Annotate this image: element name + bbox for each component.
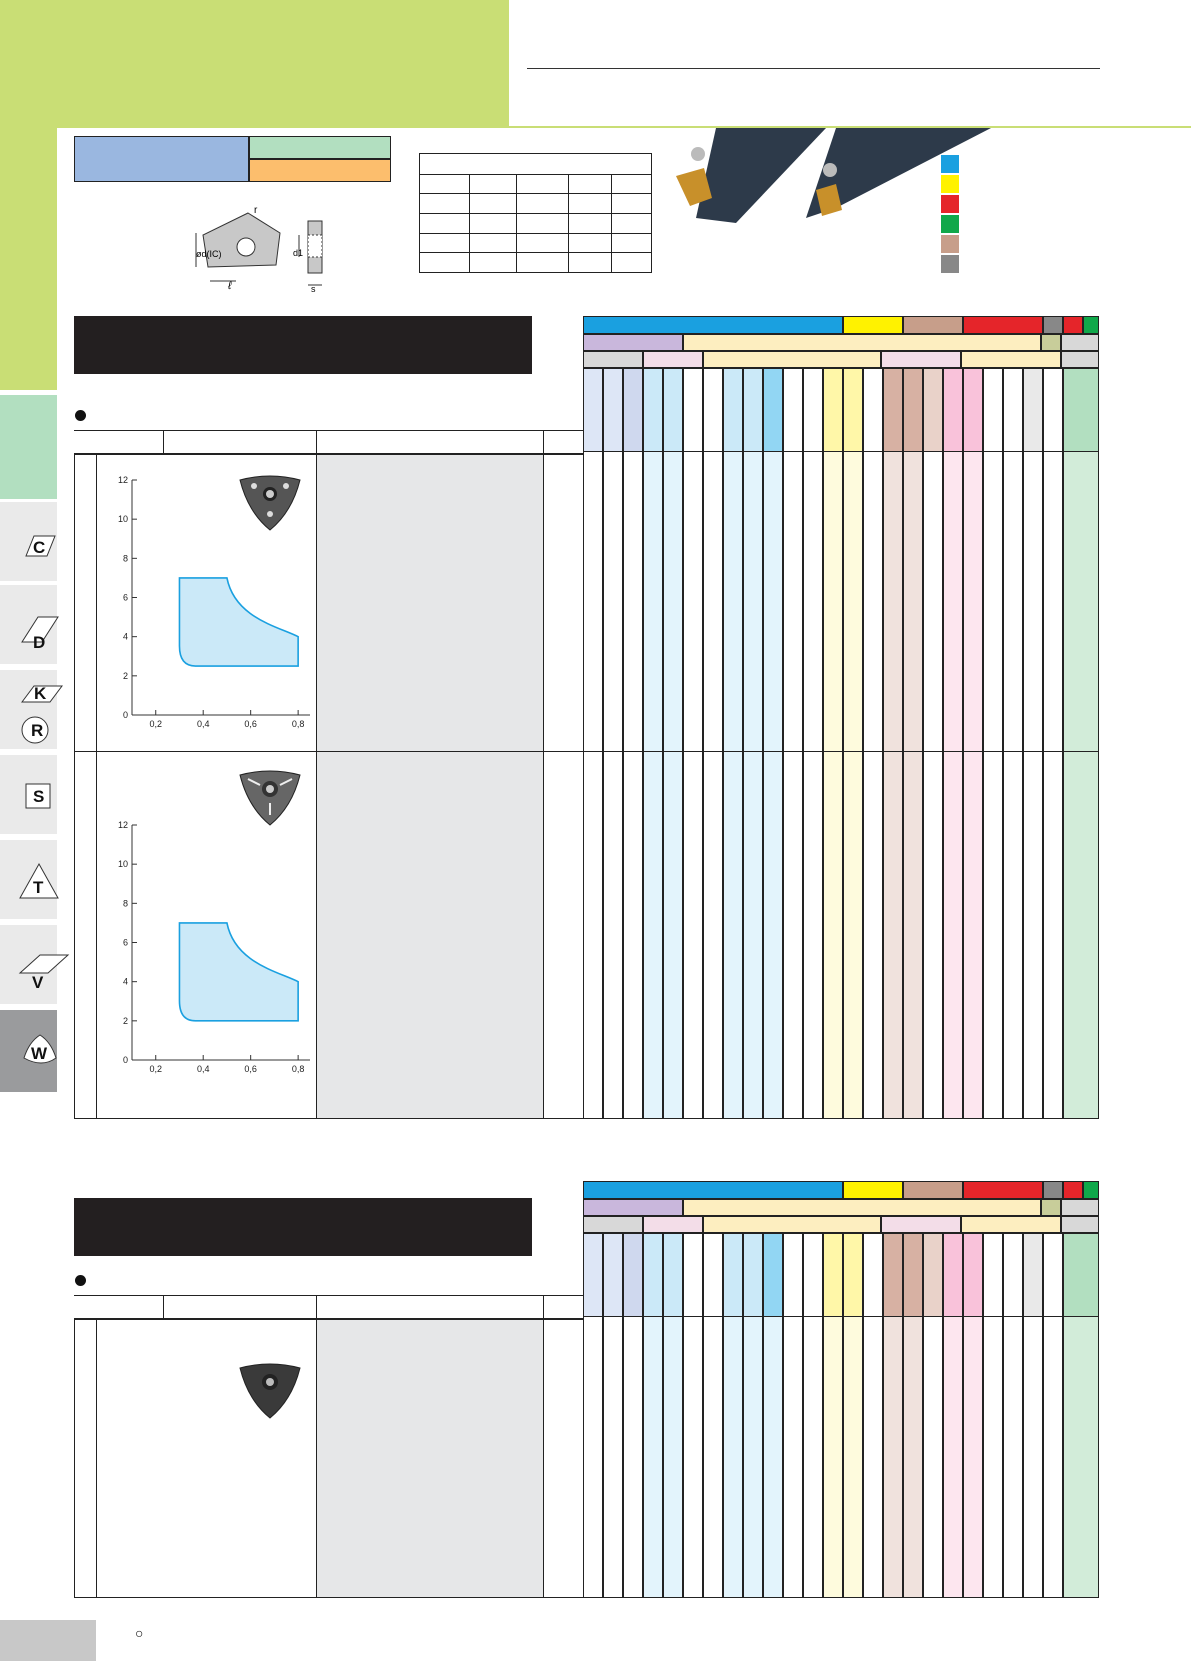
y-tick-label: 0 [122, 1055, 128, 1065]
col-divider [316, 430, 317, 454]
grade-column-header [743, 368, 763, 452]
legend-yellow [941, 175, 959, 193]
grade-column-header [963, 1233, 983, 1317]
grade-column-header [1043, 1233, 1063, 1317]
col-divider [96, 454, 97, 1119]
header-rule [527, 68, 1100, 69]
material-group-n [963, 1181, 1043, 1199]
grade-column-header [783, 1233, 803, 1317]
grade-subgroup [683, 1199, 1041, 1216]
grade-column-header [663, 1233, 683, 1317]
grade-column-cell [823, 1317, 843, 1598]
legend-grey [941, 255, 959, 273]
grade-box-orange [249, 159, 391, 182]
section-title-bar [74, 316, 532, 374]
row-divider [583, 751, 1099, 752]
grade-column-cell [703, 1317, 723, 1598]
grade-column-header [823, 1233, 843, 1317]
rhombus-icon [18, 953, 70, 975]
x-tick-label: 0,2 [149, 1064, 162, 1074]
side-tab-active-group [0, 395, 57, 499]
grade-column-cell [943, 1317, 963, 1598]
grade-subgroup [961, 1216, 1061, 1233]
y-tick-label: 8 [122, 553, 128, 564]
x-tick-label: 0,6 [244, 719, 257, 729]
side-tab-d[interactable] [0, 585, 57, 667]
grade-subgroup [583, 1199, 683, 1216]
material-group-h1 [1063, 316, 1083, 334]
material-group-k [903, 1181, 963, 1199]
col-divider [163, 430, 164, 454]
material-group-h2 [1083, 316, 1099, 334]
grade-column-header [703, 1233, 723, 1317]
grade-column-header [1063, 1233, 1099, 1317]
grade-column-header [963, 368, 983, 452]
grade-column-cell [843, 452, 863, 1119]
grade-column-header [823, 368, 843, 452]
grade-column-cell [1003, 1317, 1023, 1598]
material-group-m [843, 316, 903, 334]
material-group-h1 [1063, 1181, 1083, 1199]
material-group-p [583, 1181, 843, 1199]
section-title-bar [74, 1198, 532, 1256]
grade-column-cell [1003, 452, 1023, 1119]
grade-column-header [603, 368, 623, 452]
material-group-s [1043, 316, 1063, 334]
grade-column-header [983, 368, 1003, 452]
grade-column-header [683, 1233, 703, 1317]
side-tab-w[interactable] [0, 1010, 57, 1095]
grade-subgroup [1061, 351, 1099, 368]
grade-column-cell [903, 1317, 923, 1598]
grade-column-cell [923, 1317, 943, 1598]
page-number-tab [0, 1620, 96, 1661]
col-divider [543, 430, 544, 454]
grade-column-header [1003, 368, 1023, 452]
y-tick-label: 10 [117, 859, 128, 870]
grade-column-header [683, 368, 703, 452]
material-group-n [963, 316, 1043, 334]
tab-label: C [33, 538, 46, 557]
grade-subgroup [643, 351, 703, 368]
y-tick-label: 6 [122, 592, 128, 603]
x-tick-label: 0,8 [291, 1064, 305, 1074]
grade-column-cell [603, 452, 623, 1119]
material-group-h2 [1083, 1181, 1099, 1199]
dimensions-table [419, 153, 652, 273]
grade-column-cell [983, 1317, 1003, 1598]
grade-column-header [863, 1233, 883, 1317]
grade-column-cell [743, 1317, 763, 1598]
side-band [0, 128, 57, 390]
bullet-icon [75, 1275, 86, 1286]
material-group-p [583, 316, 843, 334]
side-tab-c[interactable] [0, 502, 57, 584]
grade-column-cell [643, 1317, 663, 1598]
grade-column-cell [943, 452, 963, 1119]
material-group-k [903, 316, 963, 334]
grade-column-cell [843, 1317, 863, 1598]
grade-column-cell [803, 452, 823, 1119]
grade-column-cell [723, 1317, 743, 1598]
application-area [179, 923, 298, 1021]
grade-column-cell [663, 452, 683, 1119]
grade-column-header [583, 1233, 603, 1317]
y-tick-label: 2 [122, 670, 128, 681]
grade-column-cell [823, 452, 843, 1119]
hole-label: d1 [293, 248, 304, 258]
table-header-row [74, 430, 584, 454]
grade-box-green [249, 136, 391, 159]
grade-subgroup [643, 1216, 703, 1233]
grade-subgroup [1041, 1199, 1061, 1216]
grade-column-cell [783, 452, 803, 1119]
grade-column-header [783, 368, 803, 452]
grade-column-cell [583, 1317, 603, 1598]
grade-column-header [803, 1233, 823, 1317]
x-tick-label: 0,4 [196, 719, 210, 729]
grade-column-header [1023, 368, 1043, 452]
ic-label: ød(IC) [196, 249, 222, 259]
col-divider [316, 1295, 317, 1319]
legend-blue [941, 155, 959, 173]
material-group-m [843, 1181, 903, 1199]
col-divider [163, 1295, 164, 1319]
tab-label: D [33, 633, 46, 652]
grade-subgroup [881, 351, 961, 368]
col-divider [96, 1319, 97, 1598]
chipbreaker-chart-2 [110, 815, 320, 1080]
thickness-label: s [311, 284, 316, 294]
grade-column-header [623, 1233, 643, 1317]
grade-subgroup [583, 334, 683, 351]
y-tick-label: 0 [122, 710, 128, 720]
grade-column-header [703, 368, 723, 452]
grade-column-header [1023, 1233, 1043, 1317]
y-tick-label: 6 [122, 937, 128, 948]
grade-column-cell [783, 1317, 803, 1598]
application-area [179, 578, 298, 666]
side-tab-t[interactable] [0, 840, 57, 922]
col-divider [543, 1295, 544, 1319]
side-tab-k-r[interactable] [0, 670, 57, 752]
grade-column-cell [683, 1317, 703, 1598]
x-tick-label: 0,6 [244, 1064, 257, 1074]
grade-subgroup [1061, 1216, 1099, 1233]
grade-subgroup [683, 334, 1041, 351]
grade-column-cell [963, 1317, 983, 1598]
grade-column-cell [923, 452, 943, 1119]
grade-column-header [763, 1233, 783, 1317]
y-tick-label: 4 [122, 976, 128, 987]
grade-column-cell [723, 452, 743, 1119]
grade-column-header [643, 1233, 663, 1317]
y-tick-label: 4 [122, 631, 128, 642]
grade-column-cell [763, 1317, 783, 1598]
grade-column-header [903, 368, 923, 452]
grade-column-header [923, 1233, 943, 1317]
side-tab-v[interactable] [0, 925, 57, 1007]
radius-label: r [254, 205, 258, 216]
grade-column-header [843, 1233, 863, 1317]
tab-label: K [34, 684, 47, 703]
grade-column-cell [623, 1317, 643, 1598]
legend-green [941, 215, 959, 233]
grade-column-header [843, 368, 863, 452]
grade-grid [583, 1181, 1099, 1598]
grade-column-cell [1023, 452, 1043, 1119]
insert-image [236, 1360, 302, 1420]
grade-column-header [883, 368, 903, 452]
legend-tan [941, 235, 959, 253]
grade-column-header [903, 1233, 923, 1317]
grade-column-header [663, 368, 683, 452]
tab-label: W [31, 1044, 48, 1063]
grade-column-cell [1023, 1317, 1043, 1598]
tab-label: T [33, 878, 44, 897]
tab-label: S [33, 787, 45, 806]
grade-column-header [923, 368, 943, 452]
grade-box-blue [74, 136, 249, 182]
col-divider [316, 1319, 317, 1598]
legend-red [941, 195, 959, 213]
grade-column-header [723, 1233, 743, 1317]
grade-subgroup [1061, 1199, 1099, 1216]
grade-column-cell [983, 452, 1003, 1119]
table-header-row [74, 1295, 584, 1319]
header-band [0, 0, 509, 128]
grade-column-cell [663, 1317, 683, 1598]
y-tick-label: 12 [117, 820, 128, 830]
grade-subgroup [881, 1216, 961, 1233]
bullet-icon [75, 410, 86, 421]
y-tick-label: 12 [117, 475, 128, 485]
grade-column-cell [743, 452, 763, 1119]
grade-column-header [1043, 368, 1063, 452]
grade-grid [583, 316, 1099, 1119]
row-divider [74, 751, 584, 752]
col-divider [543, 454, 544, 1119]
x-tick-label: 0,8 [291, 719, 305, 729]
side-tab-s[interactable] [0, 755, 57, 837]
y-tick-label: 8 [122, 898, 128, 909]
tab-label: R [31, 721, 44, 740]
grade-column-cell [883, 1317, 903, 1598]
grade-subgroup [583, 351, 643, 368]
grade-column-cell [583, 452, 603, 1119]
grade-column-header [743, 1233, 763, 1317]
x-tick-label: 0,2 [149, 719, 162, 729]
grade-column-cell [863, 452, 883, 1119]
description-cell [317, 455, 543, 1118]
grade-column-cell [623, 452, 643, 1119]
col-divider [543, 1319, 544, 1598]
grade-column-cell [963, 452, 983, 1119]
grade-column-header [763, 368, 783, 452]
grade-subgroup [703, 1216, 881, 1233]
description-cell [317, 1320, 543, 1597]
grade-column-header [803, 368, 823, 452]
footer-mark: ○ [135, 1625, 144, 1641]
grade-column-cell [883, 452, 903, 1119]
grade-column-header [583, 368, 603, 452]
grade-subgroup [1041, 334, 1061, 351]
grade-column-cell [643, 452, 663, 1119]
y-tick-label: 2 [122, 1015, 128, 1026]
grade-column-header [603, 1233, 623, 1317]
grade-column-header [883, 1233, 903, 1317]
grade-column-header [943, 368, 963, 452]
grade-column-cell [683, 452, 703, 1119]
grade-column-header [943, 1233, 963, 1317]
grade-subgroup [703, 351, 881, 368]
grade-column-header [723, 368, 743, 452]
grade-column-header [643, 368, 663, 452]
grade-column-cell [763, 452, 783, 1119]
grade-column-cell [1063, 452, 1099, 1119]
x-tick-label: 0,4 [196, 1064, 210, 1074]
grade-column-header [623, 368, 643, 452]
grade-column-cell [1043, 1317, 1063, 1598]
grade-subgroup [583, 1216, 643, 1233]
grade-subgroup [961, 351, 1061, 368]
grade-column-header [1063, 368, 1099, 452]
grade-column-cell [603, 1317, 623, 1598]
y-tick-label: 10 [117, 514, 128, 525]
material-group-s [1043, 1181, 1063, 1199]
grade-column-header [863, 368, 883, 452]
chipbreaker-chart-1 [110, 470, 320, 735]
grade-column-cell [1043, 452, 1063, 1119]
grade-column-header [983, 1233, 1003, 1317]
length-label: ℓ [228, 280, 232, 292]
grade-column-cell [703, 452, 723, 1119]
grade-column-header [1003, 1233, 1023, 1317]
grade-subgroup [1061, 334, 1099, 351]
grade-column-cell [903, 452, 923, 1119]
tab-label: V [32, 973, 44, 992]
grade-column-cell [863, 1317, 883, 1598]
grade-column-cell [803, 1317, 823, 1598]
grade-column-cell [1063, 1317, 1099, 1598]
